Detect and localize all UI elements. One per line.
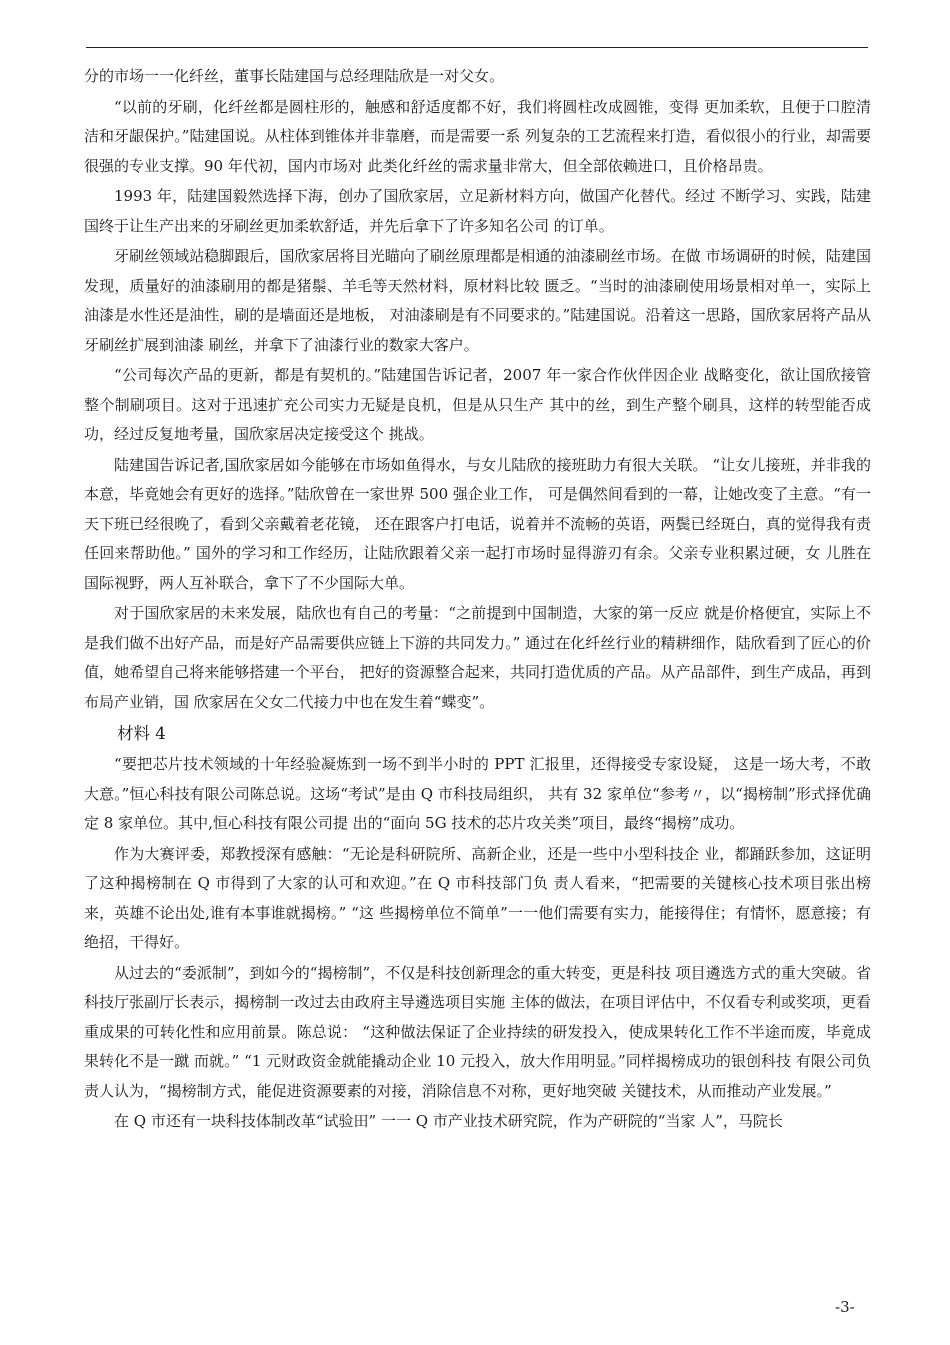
- paragraph: “要把芯片技术领域的十年经验凝炼到一场不到半小时的 PPT 汇报里，还得接受专家设疑， 这是一场大考，不敢大意。”恒心科技有限公司陈总说。这场“考试”是由 Q 市科技局组织， 共有 32 家单位“参考〃，以“揭榜制”形式择优确定 8 家单位。其中,恒心科技有限公司提 出的“面向 5G 技术的芯片攻关类”项目，最终“揭榜”成功。: [84, 755, 871, 832]
- section-heading: 材料 4: [117, 724, 166, 743]
- paragraph: 对于国欣家居的未来发展，陆欣也有自己的考量：“之前提到中国制造，大家的第一反应 就是价格便宜，实际上不是我们做不出好产品，而是好产品需要供应链上下游的共同发力。” 通过在化纤丝行业的精耕细作，陆欣看到了匠心的价值，她希望自己将来能够搭建一个平台， 把好的资源整合起来，共同打造优质的产品。从产品部件，到生产成品，再到布局产业销，国 欣家居在父女二代接力中也在发生着“蝶变”。: [84, 604, 871, 711]
- page-number: -3-: [835, 1298, 855, 1316]
- header-rule: [86, 47, 868, 48]
- paragraph: 牙刷丝领域站稳脚跟后，国欣家居将目光瞄向了刷丝原理都是相通的油漆刷丝市场。在做 市场调研的时候，陆建国发现，质量好的油漆刷用的都是猪鬃、羊毛等天然材料，原材料比较 匮乏。“当时的油漆刷使用场景相对单一，实际上油漆是水性还是油性，刷的是墙面还是地板， 对油漆刷是有不同要求的。”陆建国说。沿着这一思路，国欣家居将产品从牙刷丝扩展到油漆 刷丝，并拿下了油漆行业的数家大客户。: [84, 247, 871, 354]
- paragraph: 作为大赛评委，郑教授深有感触：“无论是科研院所、高新企业，还是一些中小型科技企 业，都踊跃参加，这证明了这种揭榜制在 Q 市得到了大家的认可和欢迎。”在 Q 市科技部门负 责人看来，“把需要的关键核心技术项目张出榜来，英雄不论出处,谁有本事谁就揭榜。” “这 些揭榜单位不简单”一一他们需要有实力，能接得住；有情怀，愿意接；有绝招，干得好。: [84, 844, 871, 951]
- paragraph: “公司每次产品的更新，都是有契机的。”陆建国告诉记者，2007 年一家合作伙伴因企业 战略变化，欲让国欣接管整个制刷项目。这对于迅速扩充公司实力无疑是良机，但是从只生产 其中的丝，到生产整个刷具，这样的转型能否成功，经过反复地考量，国欣家居决定接受这个 挑战。: [84, 366, 871, 443]
- paragraph: 陆建国告诉记者,国欣家居如今能够在市场如鱼得水，与女儿陆欣的接班助力有很大关联。 “让女儿接班，并非我的本意，毕竟她会有更好的选择。”陆欣曾在一家世界 500 强企业工作， 可是偶然间看到的一幕，让她改变了主意。“有一天下班已经很晚了，看到父亲戴着老花镜， 还在跟客户打电话，说着并不流畅的英语，两鬓已经斑白，真的觉得我有责任回来帮助他。” 国外的学习和工作经历，让陆欣跟着父亲一起打市场时显得游刃有余。父亲专业积累过硬，女 儿胜在国际视野，两人互补联合，拿下了不少国际大单。: [84, 455, 871, 592]
- document-body: [84, 62, 871, 1138]
- paragraph: 从过去的“委派制”，到如今的“揭榜制”，不仅是科技创新理念的重大转变，更是科技 项目遴选方式的重大突破。省科技厅张副厅长表示，揭榜制一改过去由政府主导遴选项目实施 主体的做法，在项目评估中，不仅看专利或奖项，更看重成果的可转化性和应用前景。陈总说： “这种做法保证了企业持续的研发投入，使成果转化工作不半途而废，毕竟成果转化不是一蹴 而就。” “1 元财政资金就能撬动企业 10 元投入，放大作用明显。”同样揭榜成功的银创科技 有限公司负责人认为，“揭榜制方式，能促进资源要素的对接，消除信息不对称，更好地突破 关键技术，从而推动产业发展。”: [84, 963, 871, 1100]
- paragraph: “以前的牙刷，化纤丝都是圆柱形的，触感和舒适度都不好，我们将圆柱改成圆锥，变得 更加柔软，且便于口腔清洁和牙龈保护。”陆建国说。从柱体到锥体并非靠磨，而是需要一系 列复杂的工艺流程来打造，看似很小的行业，却需要很强的专业支撑。90 年代初，国内市场对 此类化纤丝的需求量非常大，但全部依赖进口，且价格昂贵。: [84, 97, 871, 175]
- paragraph: 分的市场一一化纤丝，董事长陆建国与总经理陆欣是一对父女。: [84, 67, 505, 85]
- paragraph: 1993 年，陆建国毅然选择下海，创办了国欣家居，立足新材料方向，做国产化替代。经过 不断学习、实践，陆建国终于让生产出来的牙刷丝更加柔软舒适，并先后拿下了许多知名公司 的订单。: [84, 187, 871, 235]
- paragraph: 在 Q 市还有一块科技体制改革“试验田” 一一 Q 市产业技术研究院，作为产研院的“当家 人”，马院长: [114, 1112, 783, 1130]
